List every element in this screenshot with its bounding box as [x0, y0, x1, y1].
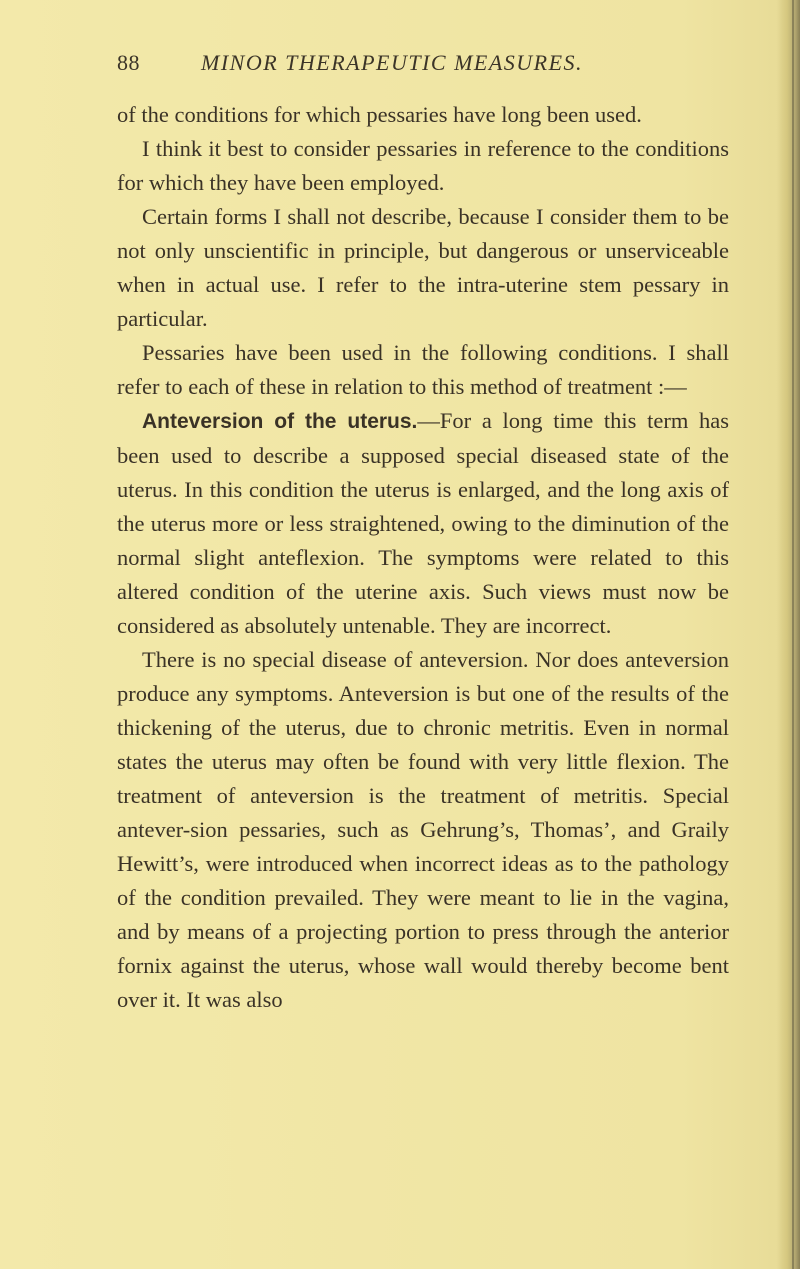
paragraph-3: Certain forms I shall not describe, because I consider them to be not only unscientific in principle, but dangerous or unserviceable when in actual use. I refer to the intra-uterine stem pessary in particular. [117, 204, 729, 331]
paragraph-5-text: —For a long time this term has been used to describe a supposed special diseased state of the uterus. In this condition the uterus is enlarged, and the long axis of the uterus more or less straightened, owing to the diminution of the normal slight anteflexion. The symptoms were related to this altered condition of the uterine axis. Such views must now be considered as absolutely untenable. They are incorrect. [117, 408, 730, 638]
section-lead-heading: Anteversion of the uterus. [142, 410, 418, 433]
page-edge-shadow [778, 0, 800, 1269]
page-header [117, 50, 737, 80]
paragraph-2: I think it best to consider pessaries in reference to the conditions for which they have been employed. [117, 136, 729, 195]
running-head: MINOR THERAPEUTIC MEASURES. [201, 50, 584, 75]
paragraph-1: of the conditions for which pessaries have long been used. [117, 102, 642, 127]
body-text [117, 98, 729, 1017]
page-edge-line [792, 0, 794, 1269]
paragraph-6: There is no special disease of anteversion. Nor does anteversion produce any symptoms. Anteversion is but one of the results of the thickening of the uterus, due to chronic metritis. Even in normal states the uterus may often be found with very little flexion. The treatment of anteversion is the treatment of metritis. Special antever-sion pessaries, such as Gehrung’s, Thomas’, and Graily Hewitt’s, were introduced when incorrect ideas as to the pathology of the condition prevailed. They were meant to lie in the vagina, and by means of a projecting portion to press through the anterior fornix against the uterus, whose wall would thereby become bent over it. It was also [117, 647, 729, 1012]
page-number: 88 [117, 50, 140, 75]
paragraph-5 [117, 404, 729, 643]
paragraph-4: Pessaries have been used in the following conditions. I shall refer to each of these in relation to this method of treatment :— [117, 340, 729, 399]
